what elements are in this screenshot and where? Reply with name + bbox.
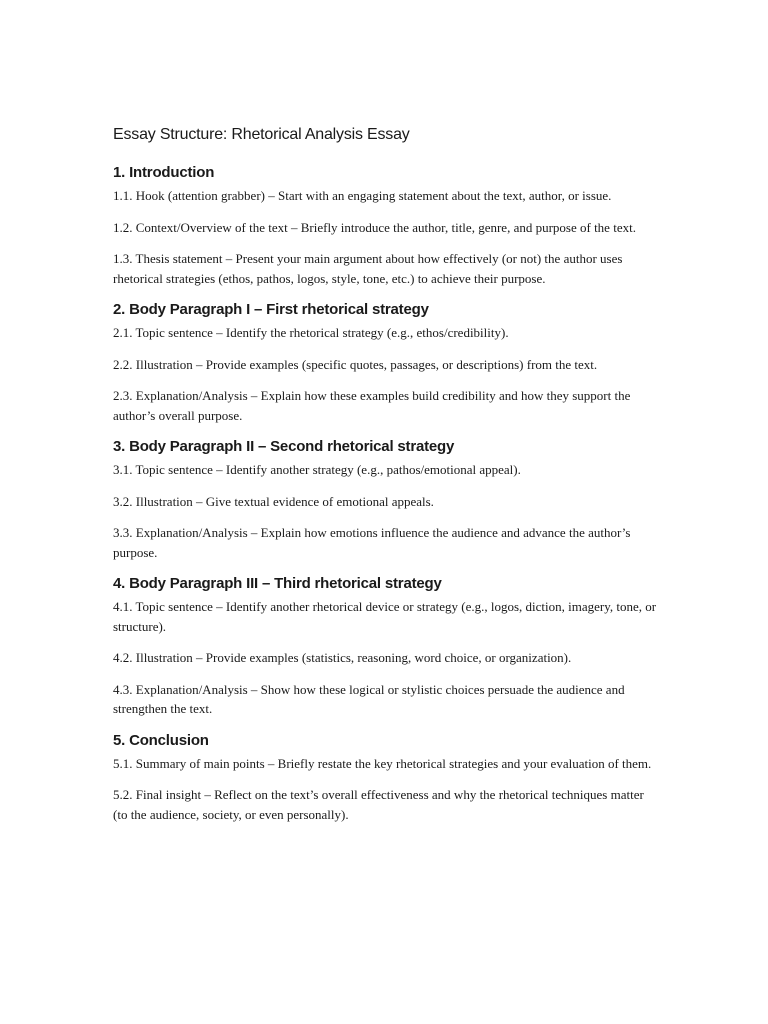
section-heading: 2. Body Paragraph I – First rhetorical strategy <box>113 301 429 318</box>
outline-item: 2.1. Topic sentence – Identify the rhetorical strategy (e.g., ethos/credibility). <box>113 325 509 340</box>
section-conclusion <box>113 731 658 825</box>
outline-item: 5.1. Summary of main points – Briefly restate the key rhetorical strategies and your evaluation of them. <box>113 755 652 771</box>
section-body-paragraph-3 <box>113 574 658 719</box>
outline-item: 4.3. Explanation/Analysis – Show how these logical or stylistic choices persuade the audience and strengthen the text. <box>113 681 625 716</box>
outline-item: 1.1. Hook (attention grabber) – Start with an engaging statement about the text, author, or issue. <box>113 188 612 203</box>
section-heading: 5. Conclusion <box>113 731 209 749</box>
outline-item: 2.2. Illustration – Provide examples (specific quotes, passages, or descriptions) from the text. <box>113 356 598 372</box>
outline-item: 4.1. Topic sentence – Identify another rhetorical device or strategy (e.g., logos, diction, imagery, tone, or structure). <box>113 599 657 634</box>
document-title: Essay Structure: Rhetorical Analysis Essay <box>113 126 410 143</box>
outline-item: 3.2. Illustration – Give textual evidence of emotional appeals. <box>113 493 434 509</box>
section-body-paragraph-1 <box>113 300 658 425</box>
outline-item: 3.3. Explanation/Analysis – Explain how emotions influence the audience and advance the author’s purpose. <box>113 525 631 560</box>
outline-item: 4.2. Illustration – Provide examples (statistics, reasoning, word choice, or organization). <box>113 650 572 665</box>
outline-item: 2.3. Explanation/Analysis – Explain how these examples build credibility and how they support the author’s overall purpose. <box>113 388 631 423</box>
section-heading: 3. Body Paragraph II – Second rhetorical strategy <box>113 438 455 455</box>
outline-item: 3.1. Topic sentence – Identify another strategy (e.g., pathos/emotional appeal). <box>113 462 521 477</box>
outline-item: 1.2. Context/Overview of the text – Briefly introduce the author, title, genre, and purpose of the text. <box>113 219 636 235</box>
outline-item: 1.3. Thesis statement – Present your main argument about how effectively (or not) the author uses rhetorical strategies (ethos, pathos, logos, style, tone, etc.) to achieve their purpose. <box>113 251 623 286</box>
section-heading: 4. Body Paragraph III – Third rhetorical strategy <box>113 575 442 592</box>
outline-item: 5.2. Final insight – Reflect on the text’s overall effectiveness and why the rhetorical techniques matter (to the audience, society, or even personally). <box>113 787 644 822</box>
document-content <box>113 124 658 836</box>
section-introduction <box>113 163 658 288</box>
section-body-paragraph-2 <box>113 437 658 562</box>
section-heading: 1. Introduction <box>113 164 215 181</box>
